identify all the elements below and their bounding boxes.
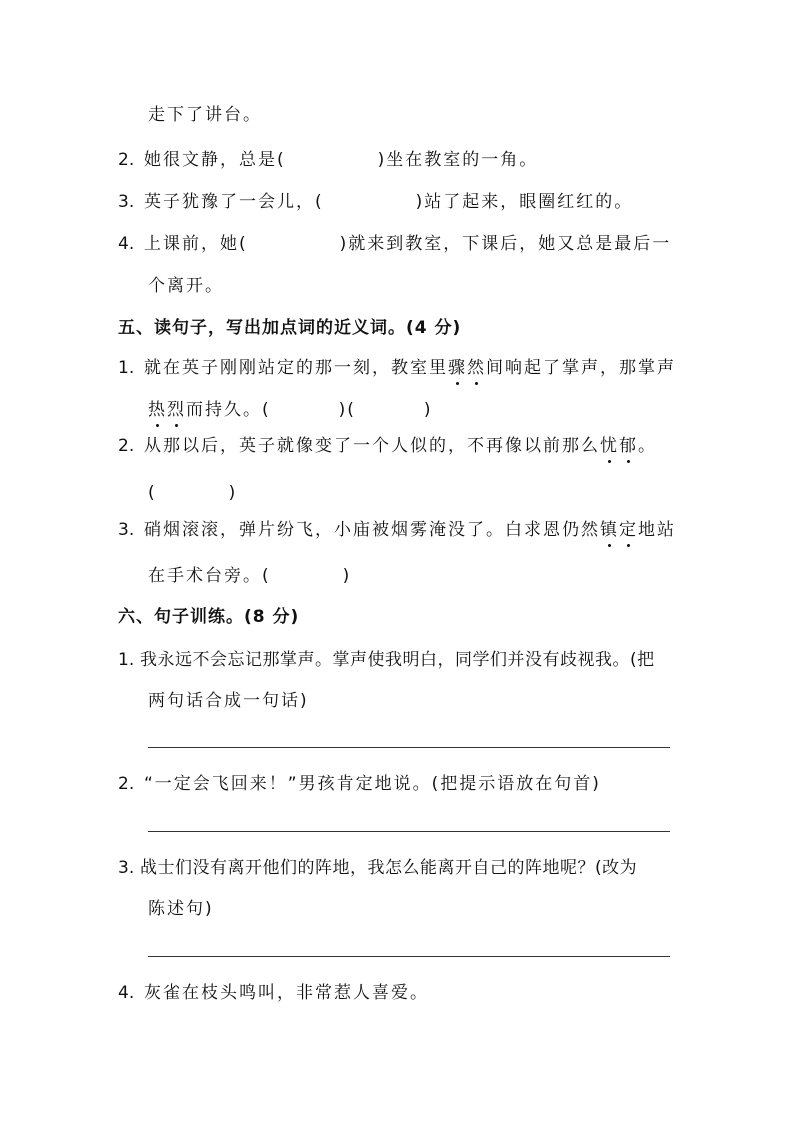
s6-q3-text: 战士们没有离开他们的阵地，我怎么能离开自己的阵地呢？(改为 xyxy=(140,858,638,878)
s4-item4-after: )就来到教室，下课后，她又总是最后一 xyxy=(339,234,672,254)
s5-q1-dotted-char: 热 xyxy=(148,400,167,420)
s5-q1-dotted-char: 然 xyxy=(467,358,486,378)
s5-q3-paren-close: ) xyxy=(342,566,352,586)
s6-q3-line2: 陈述句) xyxy=(148,899,214,919)
s4-item3 xyxy=(118,191,633,213)
s4-item4-continuation xyxy=(148,275,224,297)
s6-q2-number: 2. xyxy=(118,774,135,794)
s4-item4-number: 4. xyxy=(118,234,135,254)
s6-q1-line2: 两句话合成一句话) xyxy=(148,691,309,711)
s5-q1-text-b: 间响起了掌声，那掌声 xyxy=(486,358,676,378)
s5-q1-paren-end: ) xyxy=(423,400,433,420)
s5-q1-number: 1. xyxy=(118,358,135,378)
s5-q1-paren-mid: )( xyxy=(338,400,356,420)
s5-q3-text-b: 地站 xyxy=(638,520,676,540)
s5-q2-number: 2. xyxy=(118,436,135,456)
s6-q2-answer-line[interactable] xyxy=(148,831,670,832)
s6-q2-text: “一定会飞回来！”男孩肯定地说。(把提示语放在句首) xyxy=(144,774,601,794)
s5-q2-paren-close: ) xyxy=(228,483,238,503)
s5-q1-dotted-char: 烈 xyxy=(167,400,186,420)
s5-q3-line2 xyxy=(148,565,351,587)
s4-item4-before: 上课前，她( xyxy=(144,234,248,254)
s4-item2 xyxy=(118,149,538,171)
s5-q3-number: 3. xyxy=(118,520,135,540)
s6-q1-answer-line[interactable] xyxy=(148,747,670,748)
s6-q4-number: 4. xyxy=(118,983,135,1003)
s5-q2-answer xyxy=(148,482,237,504)
s5-q3-text-c: 在手术台旁。( xyxy=(148,566,271,586)
s4-item4 xyxy=(118,233,671,255)
s5-q2-paren-open: ( xyxy=(148,483,157,503)
s4-item3-before: 英子犹豫了一会儿，( xyxy=(144,192,324,212)
s6-q1-text: 我永远不会忘记那掌声。掌声使我明白，同学们并没有歧视我。(把 xyxy=(140,650,655,670)
s5-q1-dotted-char: 骤 xyxy=(448,358,467,378)
s4-item2-before: 她很文静，总是( xyxy=(144,150,286,170)
s5-q3-text-a: 硝烟滚滚，弹片纷飞，小庙被烟雾淹没了。白求恩仍然 xyxy=(144,520,600,540)
s6-q2-line1 xyxy=(118,773,601,795)
s5-q3-line1 xyxy=(118,519,676,541)
s5-q1-text-a: 就在英子刚刚站定的那一刻，教室里 xyxy=(144,358,448,378)
s5-q3-dotted-char: 镇 xyxy=(600,520,619,540)
s6-q3-number: 3. xyxy=(118,858,135,878)
s5-q2-line1 xyxy=(118,435,657,457)
s6-q4-line1 xyxy=(118,982,429,1004)
s4-item3-after: )站了起来，眼圈红红的。 xyxy=(415,192,634,212)
s6-q4-text: 灰雀在枝头鸣叫，非常惹人喜爱。 xyxy=(144,983,429,1003)
s6-q3-line1 xyxy=(118,857,637,879)
s5-q2-text-a: 从那以后，英子就像变了一个人似的，不再像以前那么 xyxy=(144,436,600,456)
s5-q3-dotted-char: 定 xyxy=(619,520,638,540)
s5-q1-text-c: 而持久。( xyxy=(186,400,271,420)
s5-q2-dotted-char: 郁 xyxy=(619,436,638,456)
s6-q1-line1 xyxy=(118,649,655,671)
s4-item2-after: )坐在教室的一角。 xyxy=(377,150,539,170)
s6-q1-number: 1. xyxy=(118,650,135,670)
s4-item2-number: 2. xyxy=(118,150,135,170)
s5-q2-dotted-char: 忧 xyxy=(600,436,619,456)
s4-item1-cont-text: 走下了讲台。 xyxy=(148,105,262,125)
s4-item3-number: 3. xyxy=(118,192,135,212)
s5-q1-line2 xyxy=(148,399,433,421)
s4-item1-continuation xyxy=(148,104,262,126)
s5-q1-line1 xyxy=(118,357,676,379)
section5-heading: 五、读句子，写出加点词的近义词。(4 分) xyxy=(118,318,462,338)
s5-q2-text-b: 。 xyxy=(638,436,657,456)
s4-item4-cont-text: 个离开。 xyxy=(148,276,224,296)
section6-heading: 六、句子训练。(8 分) xyxy=(118,607,300,627)
s6-q3-answer-line[interactable] xyxy=(148,956,670,957)
